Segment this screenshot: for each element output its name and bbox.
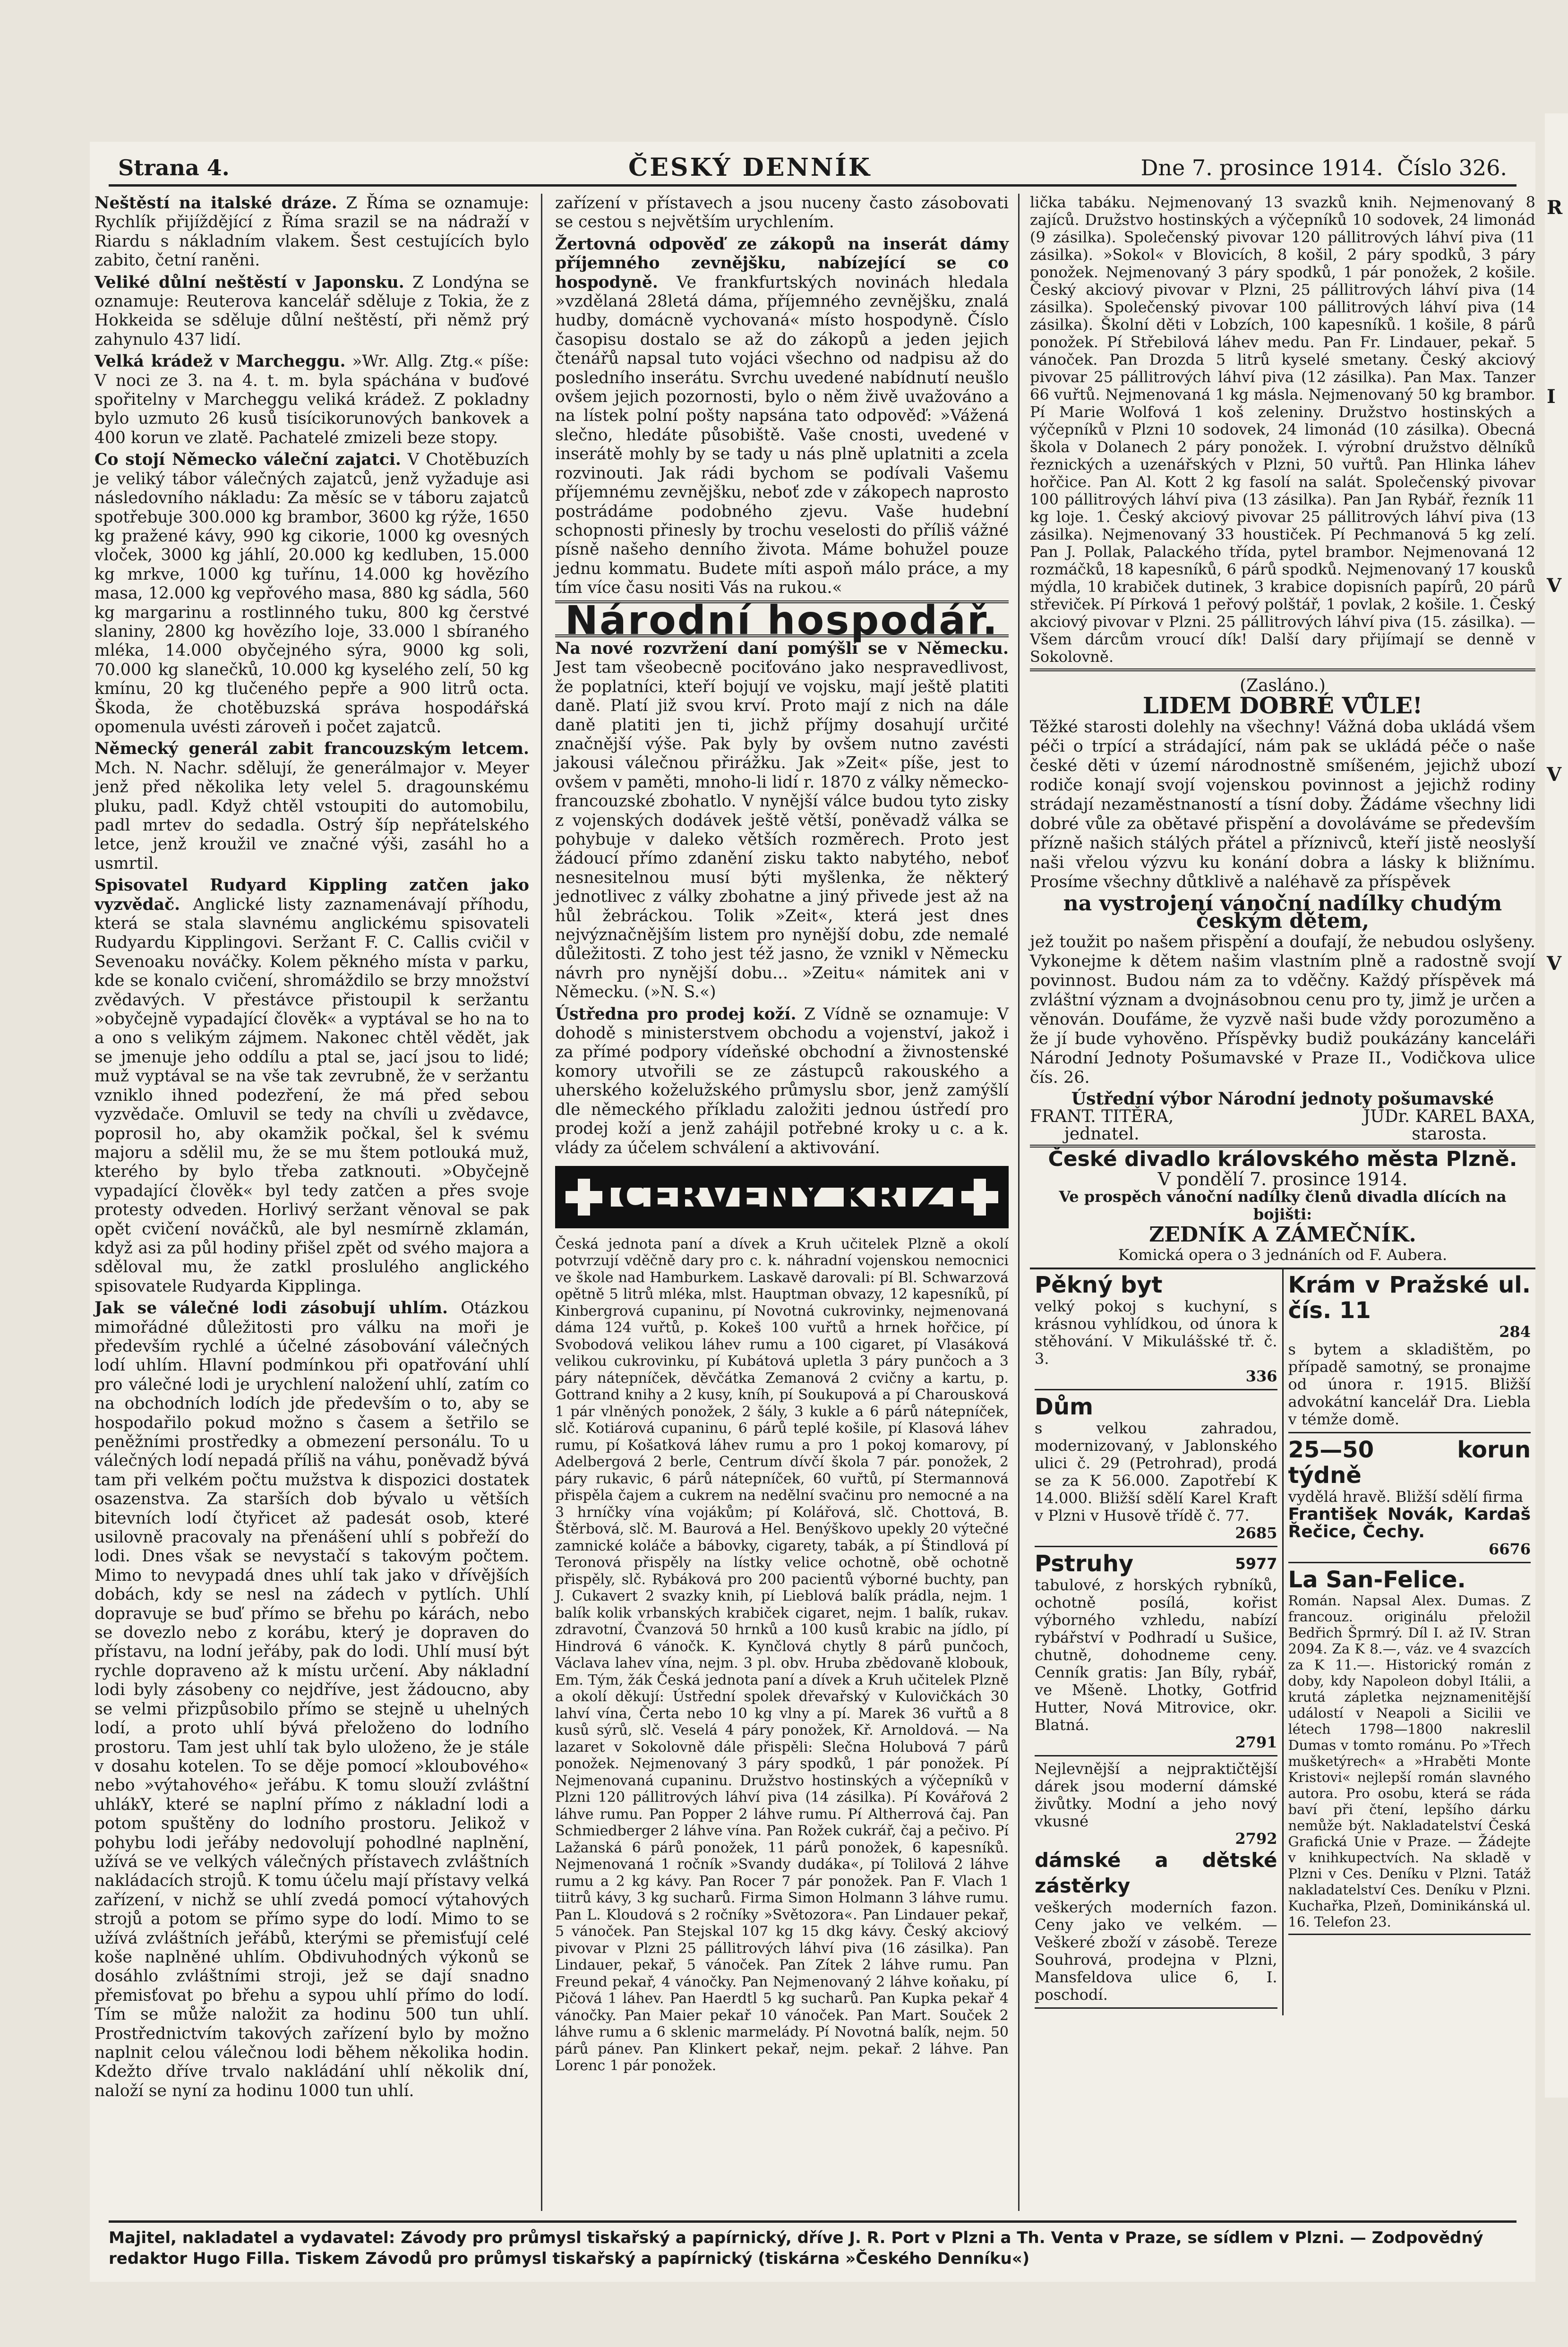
ad: Dům s velkou zahradou, modernizovaný, v Jablonského ulici č. 29 (Petrohrad), prodá se za K 56.000. Zapotřebí K 14.000. Bližší sdělí Karel Kraft v Plzni v Husově třídě č. 77. 2685 bbox=[1035, 1394, 1277, 1547]
article: Německý generál zabit francouzským letcem. Mch. N. Nachr. sdělují, že generálmajor v. Meyer jenž před několika lety velel 5. dragounskému pluku, padl. Když chtěl vstoupiti do automobilu, padl mrtev do sedadla. Ostrý šíp nepřátelského letce, jenž kroužil ve značné výši, zasáhl ho a usmrtil. bbox=[94, 739, 529, 873]
ad: Krám v Pražské ul. čís. 11 284 s bytem a skladištěm, po případě samotný, se pronajme od února r. 1915. Bližší advokátní kancelář Dra. Liebla v témže domě. bbox=[1288, 1272, 1531, 1433]
imprint-footer: Majitel, nakladatel a vydavatel: Závody pro průmysl tiskařský a papírnický, dříve J. R. Port v Plzni a Th. Venta v Praze, se sídlem v Plzni. — Zodpovědný redaktor Hugo Filla. Tiskem Závodů pro průmysl tiskařský a papírnický (tiskárna »Českého Denníku«) bbox=[109, 2220, 1517, 2269]
column-divider bbox=[1018, 194, 1020, 2211]
ads-column-left bbox=[1030, 1269, 1282, 2015]
ad: Nejlevnější a nejpraktičtější dárek jsou moderní dámské živůtky. Modní a jeho nový vkusné 2792 dámské a dětské zástěrky veškerých moderních fazon. Ceny jako ve velkém. — Veškeré zboží v zásobě. Tereze Souhrová, prodejna v Plzni, Mansfeldova ulice 6, I. poschodí. bbox=[1035, 1760, 1277, 2009]
article: Neštěstí na italské dráze. Z Říma se oznamuje: Rychlík přijíždějící z Říma srazil se na nádraží v Riardu s nákladním vlakem. Šest cestujících bylo zabito, četní raněni. bbox=[94, 194, 530, 270]
cross-icon bbox=[959, 1176, 1001, 1218]
article: lička tabáku. Nejmenovaný 13 svazků knih. Nejmenovaný 8 zajíců. Družstvo hostinských a výčepníků 10 sodovek, 24 limonád (9 zásilka). Společenský pivovar 120 pállitrových láhví piva (11 zásilka). »Sokol« v Blovicích, 8 košil, 2 páry spodků, 3 páry ponožek. Nejmenovaný 3 páry spodků, 1 pár ponožek, 2 košile. Český akciový pivovar v Plzni, 25 pállitrových láhví piva (14 zásilka). Společenský pivovar 100 pállitrových láhví piva (14 zásilka). Školní děti v Lobzích, 100 kapesníků. 1 košile, 8 párů ponožek. Pí Střebilová láhev medu. Pan Fr. Lindauer, pekař. 5 vánoček. Pan Drozda 5 litrů kyselé smetany. Český akciový pivovar 25 pállitrových láhví piva (12 zásilka). Pan Max. Tanzer 66 vuřtů. Nejmenovaná 1 kg másla. Nejmenovaný 50 kg brambor. Pí Marie Wolfová 1 koš zeleniny. Družstvo hostinských a výčepníků v Plzni 10 sodovek, 24 limonád (10 zásilka). Obecná škola v Dolanech 2 páry ponožek. I. výrobní družstvo dělníků řeznických a uzenářských v Plzni, 50 vuřtů. Pan Hlinka láhev hořčice. Pan Al. Kott 2 kg fasolí na salát. Společenský pivovar 100 pállitrových láhví piva (13 zásilka). Pan Jan Rybář, řezník 11 kg loje. 1. Český akciový pivovar 25 pállitrových láhví piva (13 zásilka). Nejmenovaný 33 houstiček. Pí Pechmanová 5 kg zelí. Pan J. Pollak, Palackého třída, pytel brambor. Nejmenovaná 12 rozmáčků, 18 kapesníků, 6 párů spodků. Nejmenovaný 17 kousků mýdla, 10 krabiček dutinek, 3 krabice dopisních papírů, 20 párů střeviček. Pí Pírková 1 peřový polštář, 1 povlak, 2 košile. 1. Český akciový pivovar v Plzni. 25 pállitrových láhví piva (15. zásilka). — Všem dárcům vroucí dík! Další dary přijímají se denně v Sokolovně. bbox=[1030, 193, 1535, 666]
article: zařízení v přístavech a jsou nuceny často zásobovati se cestou s největším urychlením. bbox=[555, 194, 1009, 232]
cross-icon bbox=[563, 1176, 605, 1218]
theatre-title: České divadlo královského města Plzně. bbox=[1048, 1147, 1517, 1171]
column-1 bbox=[94, 194, 529, 2103]
column-2 bbox=[555, 194, 1009, 2077]
adjacent-page-edge: R I V V V bbox=[1545, 113, 1568, 2098]
ad: 25—50 korun týdně vydělá hravě. Bližší sdělí firma František Novák, Kardaš Řečice, Čechy. 6676 bbox=[1288, 1437, 1531, 1563]
signature-1: FRANT. TITĚRA, jednatel. bbox=[1030, 1107, 1174, 1144]
appeal-body: Těžké starosti dolehly na všechny! Vážná doba ukládá všem péči o trpící a strádající, nám pak se ukládá péče o naše české děti v území národnostně smíšeném, jejichž ubozí rodiče konají svojí vojenskou povinnost a jejichž rodiny strádají nezaměstnaností a tísní doby. Žádáme všechny lidi dobré vůle za obětavé přispění a dovoláváme se především přízně našich stálých přátel a příznivců, kteří jistě neoslyší naši vřelou výzvu ku konání dobra a lásky k bližnímu. Prosíme všechny důtklivě a naléhavě za příspěvek bbox=[1030, 718, 1535, 891]
page-number: Strana 4. bbox=[118, 155, 230, 180]
rule bbox=[1030, 668, 1535, 671]
theatre-play: ZEDNÍK A ZÁMEČNÍK. bbox=[1149, 1223, 1416, 1247]
ad: Pstruhy 5977 tabulové, z horských rybníků, ochotně posílá, kořist výborného vzhledu, nabízí rybářství v Podhradí u Sušice, chutně, dohodneme ceny. Cenník gratis: Jan Bíly, rybář, ve Mšeně. Lhotky, Gotfrid Hutter, Nová Mitrovice, okr. Blatná. 2791 bbox=[1035, 1551, 1277, 1756]
article: Spisovatel Rudyard Kippling zatčen jako vyzvědač. Anglické listy zaznamenávají příhodu, která se stala slavnému anglickému spisovateli Rudyardu Kipplingovi. Seržant F. C. Callis cvičil v Sevenoaku nováčky. Kolem pěkného místa v parku, kde se konalo cvičení, shromáždilo se brzy množství zvědavých. V přestávce přistoupil k seržantu »obyčejně vypadající člověk« a vyptával se ho na to a ono s velikým zájmem. Nakonec chtěl vědět, jak se jmenuje jeho oddílu a ptal se, jací jsou to lidé; muž vyptával se na vše tak zevrubně, že v seržantu vzniklo ihned podezření, že má před sebou vyzvědače. Omluvil se tedy na chvíli u zvědavce, poprosil ho, aby okamžik počkal, šel k svému majoru a sdělil mu, že se mu štem potlouká muž, kterého by bylo třeba zatknouti. »Obyčejně vypadající člověk« byl tedy zatčen a přes svoje protesty odveden. Horlivý seržant věnoval se pak opět cvičení nováčků, ale byl nesmírně zklamán, když asi za půl hodiny přišel zpět od svého majora a sděloval mu, že zatkl proslulého anglického spisovatele Rudyarda Kipplinga. bbox=[94, 876, 530, 1296]
newspaper-title: ČESKÝ DENNÍK bbox=[628, 153, 872, 182]
article: Co stojí Německo váleční zajatci. V Chotěbuzích je veliký tábor válečných zajatců, jenž vyžaduje asi následovního nákladu: Za měsíc se v táboru zajatců spotřebuje 300.000 kg brambor, 3600 kg rýže, 1650 kg pražené kávy, 990 kg cikorie, 1000 kg ovesných vloček, 3000 kg jáhlí, 20.000 kg kedluben, 15.000 kg mrkve, 1000 kg tuřínu, 14.000 kg hovězího masa, 12.000 kg vepřového masa, 880 kg sádla, 560 kg margarinu a rostlinného tuku, 800 kg čerstvé slaniny, 2800 kg hovězího loje, 33.000 l sbíraného mléka, 14.000 obyčejného sýra, 9000 kg soli, 70.000 kg slanečků, 10.000 kg kyselého zelí, 50 kg kmínu, 20 kg tlučeného pepře a 900 litrů octa. Škoda, že chotěbuzská správa hospodářská opomenula uvésti zároveň i počet zajatců. bbox=[94, 450, 529, 737]
ad: Pěkný byt velký pokoj s kuchyní, s krásnou vyhlídkou, od února k stěhování. V Mikulášské tř. č. 3. 336 bbox=[1035, 1272, 1277, 1390]
signature-2: JUDr. KAREL BAXA, starosta. bbox=[1363, 1107, 1535, 1144]
article: Ústředna pro prodej koží. Z Vídně se oznamuje: V dohodě s ministerstvem obchodu a vojenství, jakož i za přímé podpory vídeňské obchodní a živnostenské komory utvořili se ze zástupců rakouského a uherského koželužského průmyslu sbor, jenž zamýšlí dle německého příkladu založiti jednou ústředí pro prodej koží a jenž zahájil potřebné kroky u c. a k. vlády za účelem schválení a aktivování. bbox=[555, 1004, 1009, 1157]
column-3 bbox=[1030, 194, 1535, 2015]
theatre-note: Ve prospěch vánoční nadílky členů divadla dlících na bojišti: bbox=[1059, 1188, 1507, 1223]
appeal-body: jež toužit po našem přispění a doufají, že nebudou oslyšeny. Vykonejme k dětem našim vlastním plně a radostně svojí povinnost. Budou nám za to vděčny. Každý příspěvek má zvláštní význam a dvojnásobnou cenu pro ty, jimž je určen a věnován. Doufáme, že vyzvě naši bude vždy porozuměno a že jí bude vyhověno. Příspěvky budiž poukázány kanceláři Národní Jednoty Pošumavské v Praze II., Vodičkova ulice čís. 26. bbox=[1030, 933, 1535, 1087]
zaslano-label: (Zasláno.) bbox=[1240, 676, 1326, 695]
theatre-sub: Komická opera o 3 jednáních od F. Aubera. bbox=[1118, 1246, 1448, 1264]
classified-ads bbox=[1030, 1268, 1535, 2015]
signature-org: Ústřední výbor Národní jednoty pošumavské bbox=[1071, 1089, 1494, 1109]
ads-column-right bbox=[1282, 1269, 1536, 2015]
red-cross-banner bbox=[555, 1166, 1009, 1228]
issue-date: Dne 7. prosince 1914. Číslo 326. bbox=[1140, 155, 1507, 180]
article: Velká krádež v Marcheggu. »Wr. Allg. Ztg.« píše: V noci ze 3. na 4. t. m. byla spáchána v buďové spořitelny v Marcheggu veliká krádež. Z pokladny bylo uzmuto 26 kusů tisícikorunových bankovek a 400 korun ve zlatě. Pachatelé zmizeli beze stopy. bbox=[94, 352, 529, 447]
ad: La San-Felice. Román. Napsal Alex. Dumas. Z francouz. originálu přeložil Bedřich Šprmrý. Díl I. až IV. Stran 2094. Za K 8.—, váz. ve 4 svazcích za K 11.—. Historický román z doby, kdy Napoleon dobyl Itálii, a krutá zápletka nejznamenitější událostí v Neapoli a Sicilii ve létech 1798—1800 nakreslil Dumas v tomto románu. Po »Třech mušketýrech« a »Hraběti Monte Kristovi« nejlepší román slavného autora. Pro osobu, která se ráda baví při čtení, lepšího dárku nemůže být. Nakladatelství Česká Grafická Unie v Praze. — Žádejte v knihkupectvích. Na skladě v Plzni v Ces. Deníku v Plzni. Tatáž nakladatelství Ces. Deníku v Plzni. Kuchařka, Plzeň, Dominikánská ul. 16. Telefon 23. bbox=[1288, 1567, 1531, 1935]
appeal-highlight: na vystrojení vánoční nadílky chudým českým dětem, bbox=[1063, 891, 1502, 933]
article: Česká jednota paní a dívek a Kruh učitelek Plzně a okolí potvrzují vděčně dary pro c. k. náhradní vojenskou nemocnici ve škole nad Hamburkem. Laskavě darovali: pí Bl. Schwarzová opětně 5 litrů mléka, mlst. Hauptman obvazy, 12 kapesníků, pí Kinbergrová cupaninu, pí Novotná cukrovinky, nejmenovaná dáma 124 vuřtů, p. Kokeš 100 vuřtů a hrnek hořčice, pí Svobodová velikou láhev rumu a 100 cigaret, pí Vlasáková velikou cukrovinku, pí Kubátová upletla 3 páry punčoch a 3 páry nátepníček, děvčátka Zemanová 2 cvičny a kartu, p. Gottrand knihy a 2 kusy, kníh, pí Soukupová a pí Charousková 1 pár vlněných ponožek, 2 šály, 3 kukle a 6 párů nátepníček, slč. Kotiárová cupaninu, 6 párů teplé košile, pí Klasová láhev rumu, pí Košatková láhev rumu a pro 1 pokoj komarovy, pí Adelbergová 2 berle, Centrum dívčí škola 7 pár. ponožek, 2 páry rukavic, 6 párů nátepníček, 60 vuřtů, pí Stermannová přispěla čajem a cukrem na nedělní svačinu pro nemocné a na 3 hrníčky vína vojákům; pí Kolářová, slč. Chottová, B. Štěrbová, slč. M. Baurová a Hel. Benýškovo upekly 20 výtečné zamnické koláče a bábovky, cigarety, tabák, a pí Štindlová pí Teronová přispěly na lístky velice ochotně, obě ochotně přispěly, slč. Rybáková pro 200 pacientů výborné buchty, pan J. Cukavert 2 svazky knih, pí Lieblová balík prádla, nejm. 1 balík kolik vrbanských krabiček cigaret, nejm. 1 balík, rukav. zdravotní, Čvanzová 50 hrnků a 100 kusů krabic na jídlo, pí Hindrová 6 vánočk. K. Kynčlová chytly 8 párů punčoch, Václava lahev vína, nejm. 3 pl. obv. Hruba zbědovaně klobouk, Em. Tým, žák Česká jednota paní a dívek a Kruh učitelek Plzně a okolí děkují: Ústřední spolek dřevařský v Kulovičkách 30 lahví vína, Čerta nebo 10 kg vlny a pí. Marek 36 vuřtů a 8 kusů sýrů, slč. Veselá 4 páry ponožek, Kř. Arnoldová. — Na lazaret v Sokolovně dále přispěli: Slečna Holubová 7 párů ponožek. Nejmenovaný 3 páry spodků, 1 pár ponožek. Pí Nejmenovaná cupaninu. Družstvo hostinských a výčepníků v Plzni 120 pállitrových láhví piva (14 zásilka). Pí Kovářová 2 láhve rumu. Pan Popper 2 láhve rumu. Pí Altherrová čaj. Pan Schmiedberger 2 láhve vína. Pan Rožek cukrář, čaj a pečivo. Pí Lažanská 6 párů ponožek, 11 párů ponožek, 6 kapesníků. Nejmenovaná 1 ročník »Svandy dudáka«, pí Tolilová 2 láhve rumu a 2 kg kávy. Pan Rocer 7 pár ponožek. Pan F. Vlach 1 tiitrů kávy, 3 kg sucharů. Firma Simon Holmann 3 láhve rumu. Pan L. Kloudová s 2 ročníky »Světozora«. Pan Lindauer pekař, 5 vánoček. Pan Stejskal 107 kg 15 dkg kávy. Český akciový pivovar v Plzni 25 pállitrových láhví piva (16 zásilka). Pan Lindauer, pekař, 5 vánoček. Pan Zítek 2 láhve rumu. Pan Freund pekař, 4 vánočky. Pan Nejmenovaný 2 láhve koňaku, pí Pičová 1 láhev. Pan Haerdtl 5 kg sucharů. Pan Kupka pekař 4 vánočky. Pan Maier pekař 10 vánoček. Pan Mart. Souček 2 láhve rumu a 6 sklenic marmelády. Pí Novotná balík, nejm. 50 párů pánev. Pan Klinkert pekař, nejm. pekař. 2 láhve. Pan Lorenc 1 pár ponožek. bbox=[555, 1235, 1009, 2074]
newspaper-page bbox=[90, 142, 1535, 2282]
article: Jak se válečné lodi zásobují uhlím. Otázkou mimořádné důležitosti pro válku na moři je především rychlé a účelné zásobování válečných lodí uhlím. Hlavní podmínkou při opatřování uhlí pro válečné lodi je urychlení naložení uhlí, zatím co na obchodních lodích jde především o to, aby se hospodařilo pokud možno s časem a šetřilo se peněžními prostředky a obmezení personálu. To u válečných lodí nepadá příliš na váhu, poněvadž bývá tam při velkém počtu mužstva k dispozici dostatek osazenstva. Za starších dob bývalo u větších bitevních lodí čtyřicet až padesát osob, které usilovně pracovaly na přenášení uhlí s pobřeží do lodi. Dnes však se nevystačí s takovým počtem. Mimo to nevypadá dnes uhlí tak jako v dřívějších dobách, kdy se nesl na zádech v pytlích. Uhlí dopravuje se buď přímo se břehu po kárách, nebo se dovezlo nebo z korábu, který je dopraven do přístavu, na lodní jeřáby, pak do lodi. Uhlí musí být rychle dopraveno až k místu určení. Aby nákladní lodi byly zásobeny co nejdříve, jest žádoucno, aby se velmi přizpůsobilo přímo se stejně u uhelných lodí, a proto uhlí bývá přeloženo do lodního prostoru. Tam jest uhlí tak bylo uloženo, že je stále v dosahu kotelen. To se děje pomocí »kloubového« nebo »výtahového« jeřábu. K tomu slouží zvláštní uhlákY, které se naplní přímo z nákladní lodi a potom spuštěny do lodního prostoru. Jelikož v pohybu lodi jeřáby nedovolují pohodlné naplnění, užívá se ve velkých válečných přístavech zvláštních nakládacích strojů. K tomu účelu mají přístavy velká zařízení, v nichž se uhlí zvedá pomocí výtahových strojů a potom se přímo sype do lodí. Mimo to se užívá zvláštních jeřábů, kterými se přemisťují celé koše naplněné uhlím. Obdivuhodných výkonů se dosáhlo zvláštními stroji, jež se dají snadno přemisťovat po břehu a sypou uhlí přímo do lodí. Tím se může naložit za hodinu 500 tun uhlí. Prostřednictvím takových zařízení bylo by možno naplnit celou válečnou lodi během několika hodin. Kdežto dříve trvalo nakládání uhlí několik dní, naloží se nyní za hodinu 1000 tun uhlí. bbox=[94, 1299, 529, 2100]
red-cross-title: ČERVENÝ KŘÍŽ bbox=[609, 1186, 955, 1208]
article: Na nové rozvržení daní pomýšlí se v Německu. Jest tam všeobecně pociťováno jako nespravedlivost, že poplatníci, kteří bojují ve vojsku, mají ještě platiti daně. Platí již svou krví. Proto mají z nich na dále daně platiti jen ti, jichž příjmy dosahují určité značnější výše. Pak byly by ovšem nutno zavésti jakousi válečnou přirážku. Jak »Zeit« píše, jest to ovšem v paměti, mnoho-li lidí r. 1870 z války německo-francouzské zbohatlo. V nynější válce budou tyto zisky z vojenských dodávek ještě větší, poněvadž válka se pohybuje v daleko větších rozměrech. Proto jest žádoucí přímo zdanění zisku takto nabytého, neboť nesnesitelnou musí býti myšlenka, že některý jednotlivec z války zbohatne a jiný přivede jest až na hůl žebráckou. Tolik »Zeit«, která jest dnes nejvýznačnějším listem pro nynější dobu, zde nemalé důležitosti. Z toho jest též jasno, že vznikl v Německu návrh pro nynější dobu... »Zeitu« námitek ani v Německu. (»N. S.«) bbox=[555, 639, 1009, 1002]
theatre-date: V pondělí 7. prosince 1914. bbox=[1157, 1169, 1408, 1190]
section-heading: Národní hospodář. bbox=[565, 597, 999, 643]
article: Žertovná odpověď ze zákopů na inserát dámy příjemného zevnějšku, nabízející se co hospodyně. Ve frankfurtských novinách hledala »vzdělaná 28letá dáma, příjemného zevnějšku, znalá hudby, domácně vychovaná« místo hospodyně. Číslo časopisu dostalo se až do zákopů a jeden jejich čtenářů napsal tuto vojáci všechno od nadpisu až do posledního inserátu. Svrchu uvedené nabídnutí neušlo ovšem jejich pozornosti, bylo o něm živě uvažováno a na lístek polní pošty napsána tato odpověď: »Vážená slečno, hledáte působiště. Vaše cnosti, uvedené v inserátě mohly by se tady u nás plně uplatniti a zcela rozvinouti. Jak rádi bychom se podívali Vašemu příjemnému zevnějšku, neboť zde v zákopech naprosto postrádáme podobného zjevu. Vaše hudební schopnosti přinesly by trochu veselosti do příliš vážné písně našeho denního života. Máme bohužel pouze jednu kommatu. Budete míti aspoň málo práce, a my tím více času nositi Vás na rukou.« bbox=[555, 234, 1009, 598]
column-divider bbox=[541, 194, 542, 2211]
appeal-title: LIDEM DOBRÉ VŮLE! bbox=[1143, 693, 1422, 719]
article: Veliké důlní neštěstí v Japonsku. Z Londýna se oznamuje: Reuterova kancelář sděluje z Tokia, že z Hokkeida se sděluje důlní neštěstí, při němž prý zahynulo 437 lidí. bbox=[94, 273, 529, 349]
signatures bbox=[1030, 1108, 1535, 1143]
page-header bbox=[109, 151, 1517, 187]
